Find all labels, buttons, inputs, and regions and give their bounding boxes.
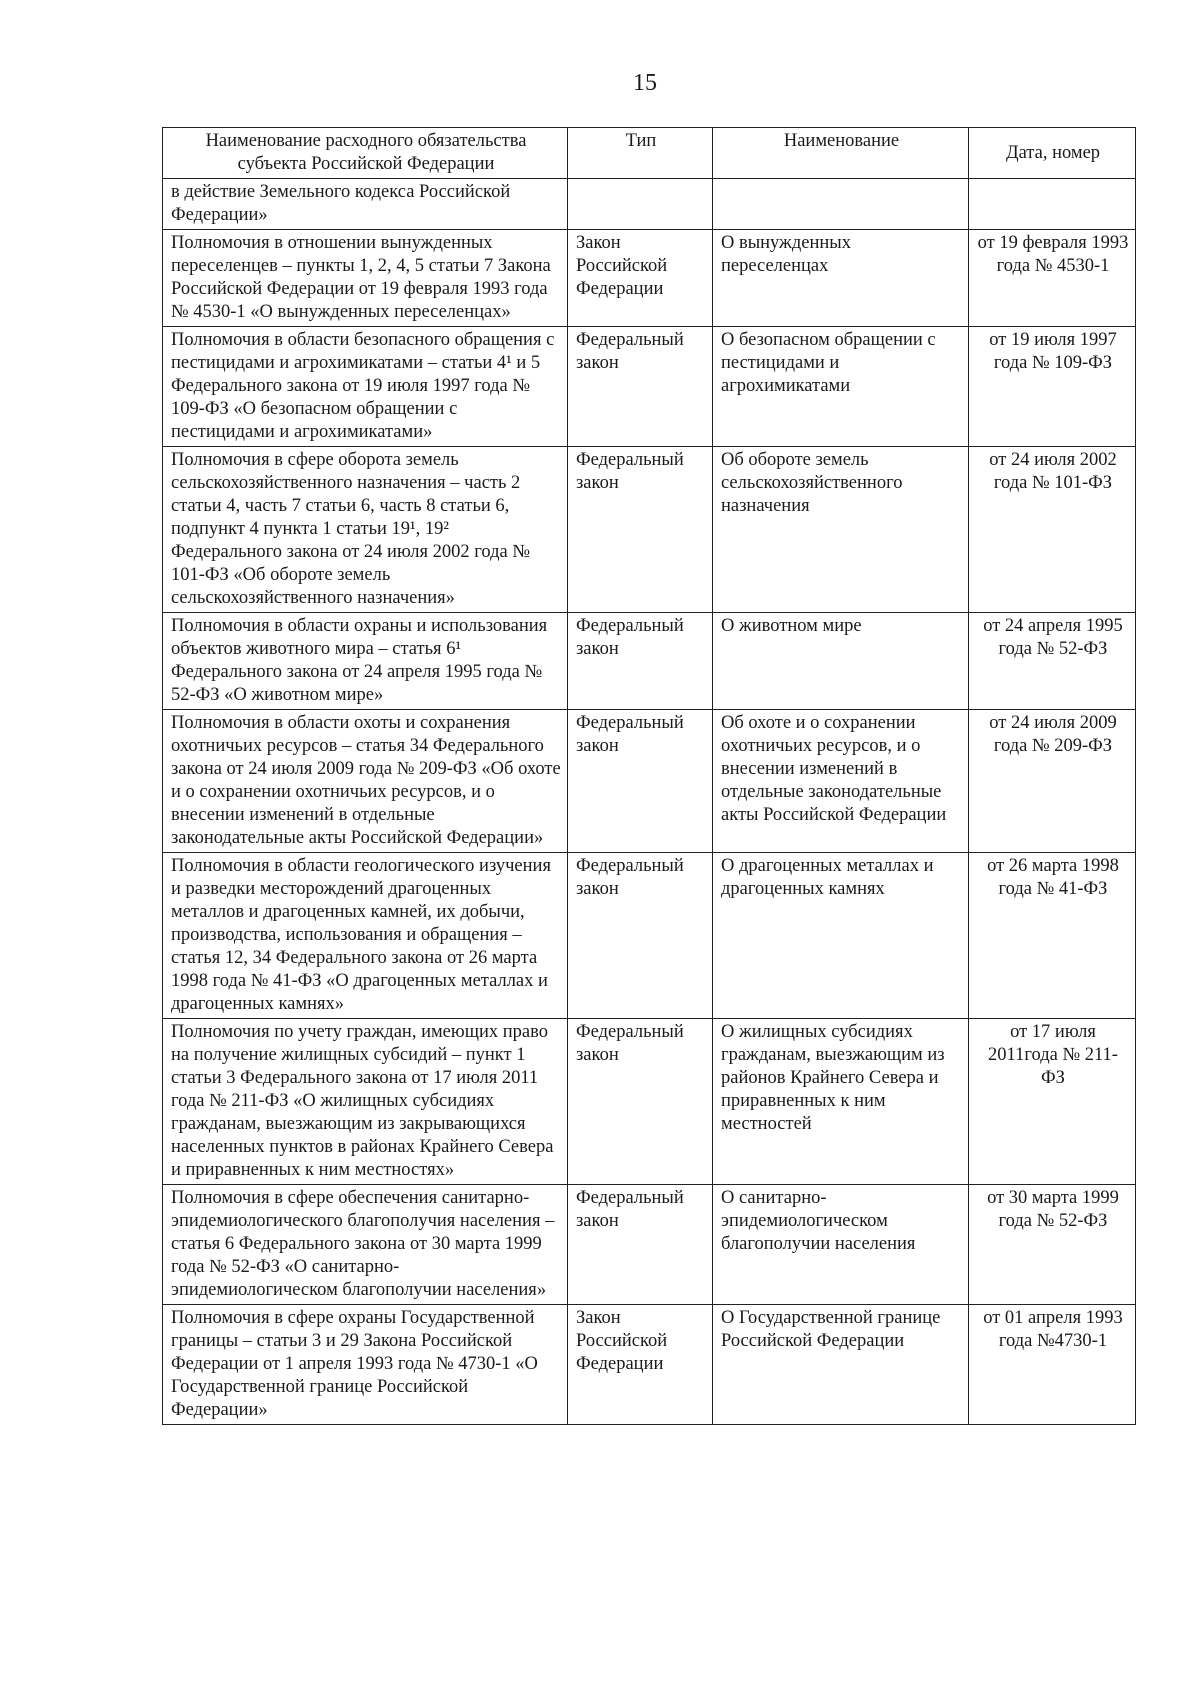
header-date: Дата, номер (969, 128, 1136, 179)
table-header-row (163, 128, 1136, 179)
cell-type: Федеральный закон (568, 327, 713, 447)
header-type: Тип (568, 128, 713, 179)
header-obligation: Наименование расходного обязательства субъекта Российской Федерации (163, 128, 568, 179)
table-row (163, 853, 1136, 1019)
cell-name: О животном мире (713, 613, 969, 710)
table-row (163, 1019, 1136, 1185)
cell-date: от 17 июля 2011года № 211-ФЗ (969, 1019, 1136, 1185)
cell-name: О жилищных субсидиях гражданам, выезжающим из районов Крайнего Севера и приравненных к ним местностей (713, 1019, 969, 1185)
cell-date: от 24 июля 2009 года № 209-ФЗ (969, 710, 1136, 853)
cell-obligation: Полномочия в сфере охраны Государственной границы – статьи 3 и 29 Закона Российской Федерации от 1 апреля 1993 года № 4730-1 «О Государственной границе Российской Федерации» (163, 1305, 568, 1425)
table-row (163, 710, 1136, 853)
cell-obligation: Полномочия в сфере обеспечения санитарно-эпидемиологического благополучия населения – статья 6 Федерального закона от 30 марта 1999 года № 52-ФЗ «О санитарно-эпидемиологическом благополучии населения» (163, 1185, 568, 1305)
cell-name: Об обороте земель сельскохозяйственного назначения (713, 447, 969, 613)
cell-date: от 26 марта 1998 года № 41-ФЗ (969, 853, 1136, 1019)
cell-name: Об охоте и о сохранении охотничьих ресурсов, и о внесении изменений в отдельные законодательные акты Российской Федерации (713, 710, 969, 853)
obligations-table (162, 127, 1136, 1425)
cell-name: О Государственной границе Российской Федерации (713, 1305, 969, 1425)
cell-type: Федеральный закон (568, 1185, 713, 1305)
cell-date: от 19 июля 1997 года № 109-ФЗ (969, 327, 1136, 447)
cell-obligation: в действие Земельного кодекса Российской Федерации» (163, 179, 568, 230)
cell-date: от 30 марта 1999 года № 52-ФЗ (969, 1185, 1136, 1305)
header-name: Наименование (713, 128, 969, 179)
cell-type: Федеральный закон (568, 853, 713, 1019)
cell-obligation: Полномочия в области геологического изучения и разведки месторождений драгоценных металлов и драгоценных камней, их добычи, производства, использования и обращения – статья 12, 34 Федерального закона от 26 марта 1998 года № 41-ФЗ «О драгоценных металлах и драгоценных камнях» (163, 853, 568, 1019)
cell-name: О драгоценных металлах и драгоценных камнях (713, 853, 969, 1019)
cell-name: О вынужденных переселенцах (713, 230, 969, 327)
cell-name: О санитарно-эпидемиологическом благополучии населения (713, 1185, 969, 1305)
table-row-continuation (163, 179, 1136, 230)
page-number: 15 (633, 70, 657, 96)
cell-date: от 01 апреля 1993 года №4730-1 (969, 1305, 1136, 1425)
table-row (163, 1305, 1136, 1425)
cell-type: Федеральный закон (568, 447, 713, 613)
table-row (163, 613, 1136, 710)
cell-type: Закон Российской Федерации (568, 230, 713, 327)
cell-date: от 24 июля 2002 года № 101-ФЗ (969, 447, 1136, 613)
table-row (163, 327, 1136, 447)
cell-type: Федеральный закон (568, 710, 713, 853)
cell-obligation: Полномочия в отношении вынужденных переселенцев – пункты 1, 2, 4, 5 статьи 7 Закона Российской Федерации от 19 февраля 1993 года № 4530-1 «О вынужденных переселенцах» (163, 230, 568, 327)
cell-date (969, 179, 1136, 230)
table-row (163, 230, 1136, 327)
cell-name (713, 179, 969, 230)
table-row (163, 447, 1136, 613)
cell-type: Федеральный закон (568, 613, 713, 710)
cell-obligation: Полномочия в области безопасного обращения с пестицидами и агрохимикатами – статьи 4¹ и 5 Федерального закона от 19 июля 1997 года № 109-ФЗ «О безопасном обращении с пестицидами и агрохимикатами» (163, 327, 568, 447)
cell-type: Закон Российской Федерации (568, 1305, 713, 1425)
cell-type: Федеральный закон (568, 1019, 713, 1185)
cell-obligation: Полномочия в сфере оборота земель сельскохозяйственного назначения – часть 2 статьи 4, часть 7 статьи 6, часть 8 статьи 6, подпункт 4 пункта 1 статьи 19¹, 19² Федерального закона от 24 июля 2002 года № 101-ФЗ «Об обороте земель сельскохозяйственного назначения» (163, 447, 568, 613)
cell-date: от 24 апреля 1995 года № 52-ФЗ (969, 613, 1136, 710)
cell-date: от 19 февраля 1993 года № 4530-1 (969, 230, 1136, 327)
cell-obligation: Полномочия в области охраны и использования объектов животного мира – статья 6¹ Федерального закона от 24 апреля 1995 года № 52-ФЗ «О животном мире» (163, 613, 568, 710)
cell-type (568, 179, 713, 230)
table-row (163, 1185, 1136, 1305)
cell-obligation: Полномочия в области охоты и сохранения охотничьих ресурсов – статья 34 Федерального закона от 24 июля 2009 года № 209-ФЗ «Об охоте и о сохранении охотничьих ресурсов, и о внесении изменений в отдельные законодательные акты Российской Федерации» (163, 710, 568, 853)
cell-name: О безопасном обращении с пестицидами и агрохимикатами (713, 327, 969, 447)
cell-obligation: Полномочия по учету граждан, имеющих право на получение жилищных субсидий – пункт 1 статьи 3 Федерального закона от 17 июля 2011 года № 211-ФЗ «О жилищных субсидиях гражданам, выезжающим из закрывающихся населенных пунктов в районах Крайнего Севера и приравненных к ним местностях» (163, 1019, 568, 1185)
